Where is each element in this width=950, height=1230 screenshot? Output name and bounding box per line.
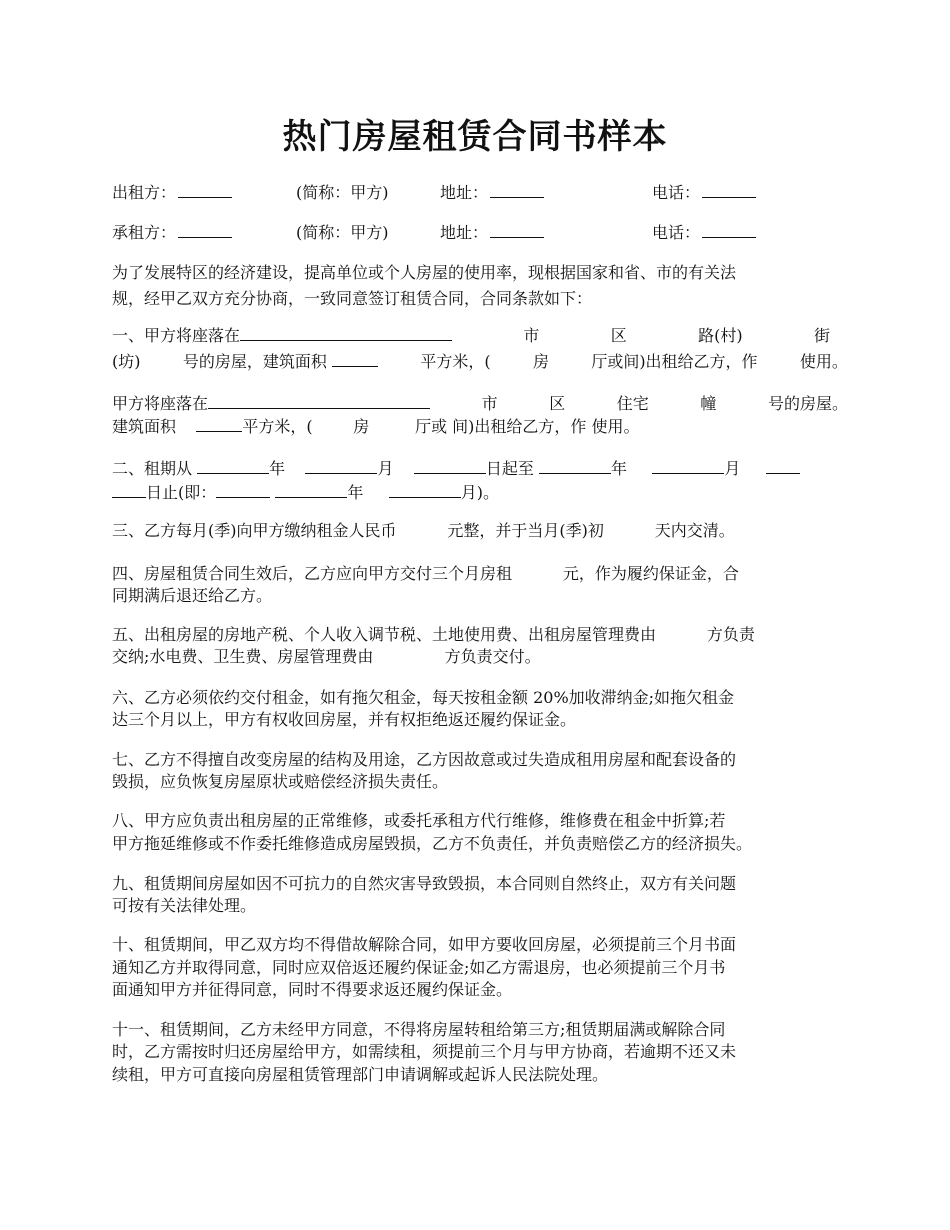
clause-1b-city: 市 [481,394,498,413]
clause-4-line-2: 同期满后退还给乙方。 [112,586,273,605]
clause-1-use: 使用。 [799,352,848,371]
clause-1-prefix: 一、甲方将座落在 [112,323,452,349]
clause-11-line-1: 十一、租赁期间，乙方未经甲方同意，不得将房屋转租给第三方;租赁期届满或解除合同 [112,1020,726,1039]
clause-1-road: 路(村) [698,326,743,345]
clause-1-line-1 [112,323,830,349]
clause-11-line-3: 续租，甲方可直接向房屋租赁管理部门申请调解或起诉人民法院处理。 [112,1065,609,1084]
clause-1b-number: 号的房屋。 [767,394,848,413]
intro-line-1: 为了发展特区的经济建设，提高单位或个人房屋的使用率，现根据国家和省、市的有关法 [112,263,737,282]
clause-4-line-1: 四、房屋租赁合同生效后，乙方应向甲方交付三个月房租 元，作为履约保证金，合 [112,564,739,583]
clause-1b-residence: 住宅 [616,394,649,413]
clause-9-line-1: 九、租赁期间房屋如因不可抗力的自然灾害导致毁损，本合同则自然终止，双方有关问题 [112,874,737,893]
clause-9-line-2: 可按有关法律处理。 [112,896,257,915]
clause-10-line-2: 通知乙方并取得同意，同时应双倍返还履约保证金;如乙方需退房，也必须提前三个月书 [112,958,726,977]
clause-6-line-2: 达三个月以上，甲方有权收回房屋，并有权拒绝返还履约保证金。 [112,710,577,729]
clause-1b-building: 幢 [700,394,717,413]
clause-1-room: 房 [532,352,549,371]
clause-11-line-2: 时，乙方需按时归还房屋给甲方，如需续租，须提前三个月与甲方协商，若逾期不还又未 [112,1042,737,1061]
lessee-short-name: (简称：甲方) [296,223,389,242]
clause-7-line-2: 毁损，应负恢复房屋原状或赔偿经济损失责任。 [112,772,449,791]
clause-1-district: 区 [610,326,627,345]
clause-10-line-3: 面通知甲方并征得同意，同时不得要求返还履约保证金。 [112,980,513,999]
clause-1-street: 街 [813,326,830,345]
clause-8-line-2: 甲方拖延维修或不作委托维修造成房屋毁损，乙方不负责任，并负责赔偿乙方的经济损失。 [112,834,753,853]
page-title: 热门房屋租赁合同书样本 [282,117,668,157]
lessor-label: 出租方： [112,180,232,206]
clause-1b-prefix: 甲方将座落在 [112,391,430,417]
clause-3: 三、乙方每月(季)向甲方缴纳租金人民币 元整，并于当月(季)初 天内交清。 [112,521,735,540]
lessor-short-name: (简称：甲方) [296,183,389,202]
lessee-phone: 电话： [652,220,756,246]
clause-1-hall: 厅或间)出租给乙方，作 [591,352,758,371]
lessor-phone: 电话： [652,180,756,206]
clause-8-line-1: 八、甲方应负责出租房屋的正常维修，或委托承租方代行维修，维修费在租金中折算;若 [112,811,726,830]
lessee-address: 地址： [440,220,544,246]
lessor-address: 地址： [440,180,544,206]
clause-1-sqm: 平方米，( [420,352,491,371]
clause-2-line-2: 日止(即： 年 月)。 [112,480,499,506]
clause-2-line-1: 二、租期从 年 月 日起至 年 月 [112,456,800,482]
clause-6-line-1: 六、乙方必须依约交付租金，如有拖欠租金，每天按租金额 20%加收滞纳金;如拖欠租金 [112,688,735,707]
lessee-label: 承租方： [112,220,232,246]
clause-10-line-1: 十、租赁期间，甲乙双方均不得借故解除合同，如甲方要收回房屋，必须提前三个月书面 [112,935,737,954]
intro-line-2: 规，经甲乙双方充分协商，一致同意签订租赁合同，合同条款如下： [112,289,593,308]
clause-1-area: 号的房屋，建筑面积 [183,349,378,375]
clause-5-line-1: 五、出租房屋的房地产税、个人收入调节税、土地使用费、出租房屋管理费由 方负责 [112,625,755,644]
clause-1-line-2 [112,349,848,375]
clause-1-city: 市 [523,326,540,345]
clause-5-line-2: 交纳;水电费、卫生费、房屋管理费由 方负责交付。 [112,647,541,666]
clause-7-line-1: 七、乙方不得擅自改变房屋的结构及用途，乙方因故意或过失造成租用房屋和配套设备的 [112,750,737,769]
clause-1-fang: (坊) [112,352,141,371]
clause-1b-district: 区 [549,394,566,413]
clause-1b-line-2: 建筑面积 平方米，( 房 厅或 间)出租给乙方，作 使用。 [112,417,640,436]
